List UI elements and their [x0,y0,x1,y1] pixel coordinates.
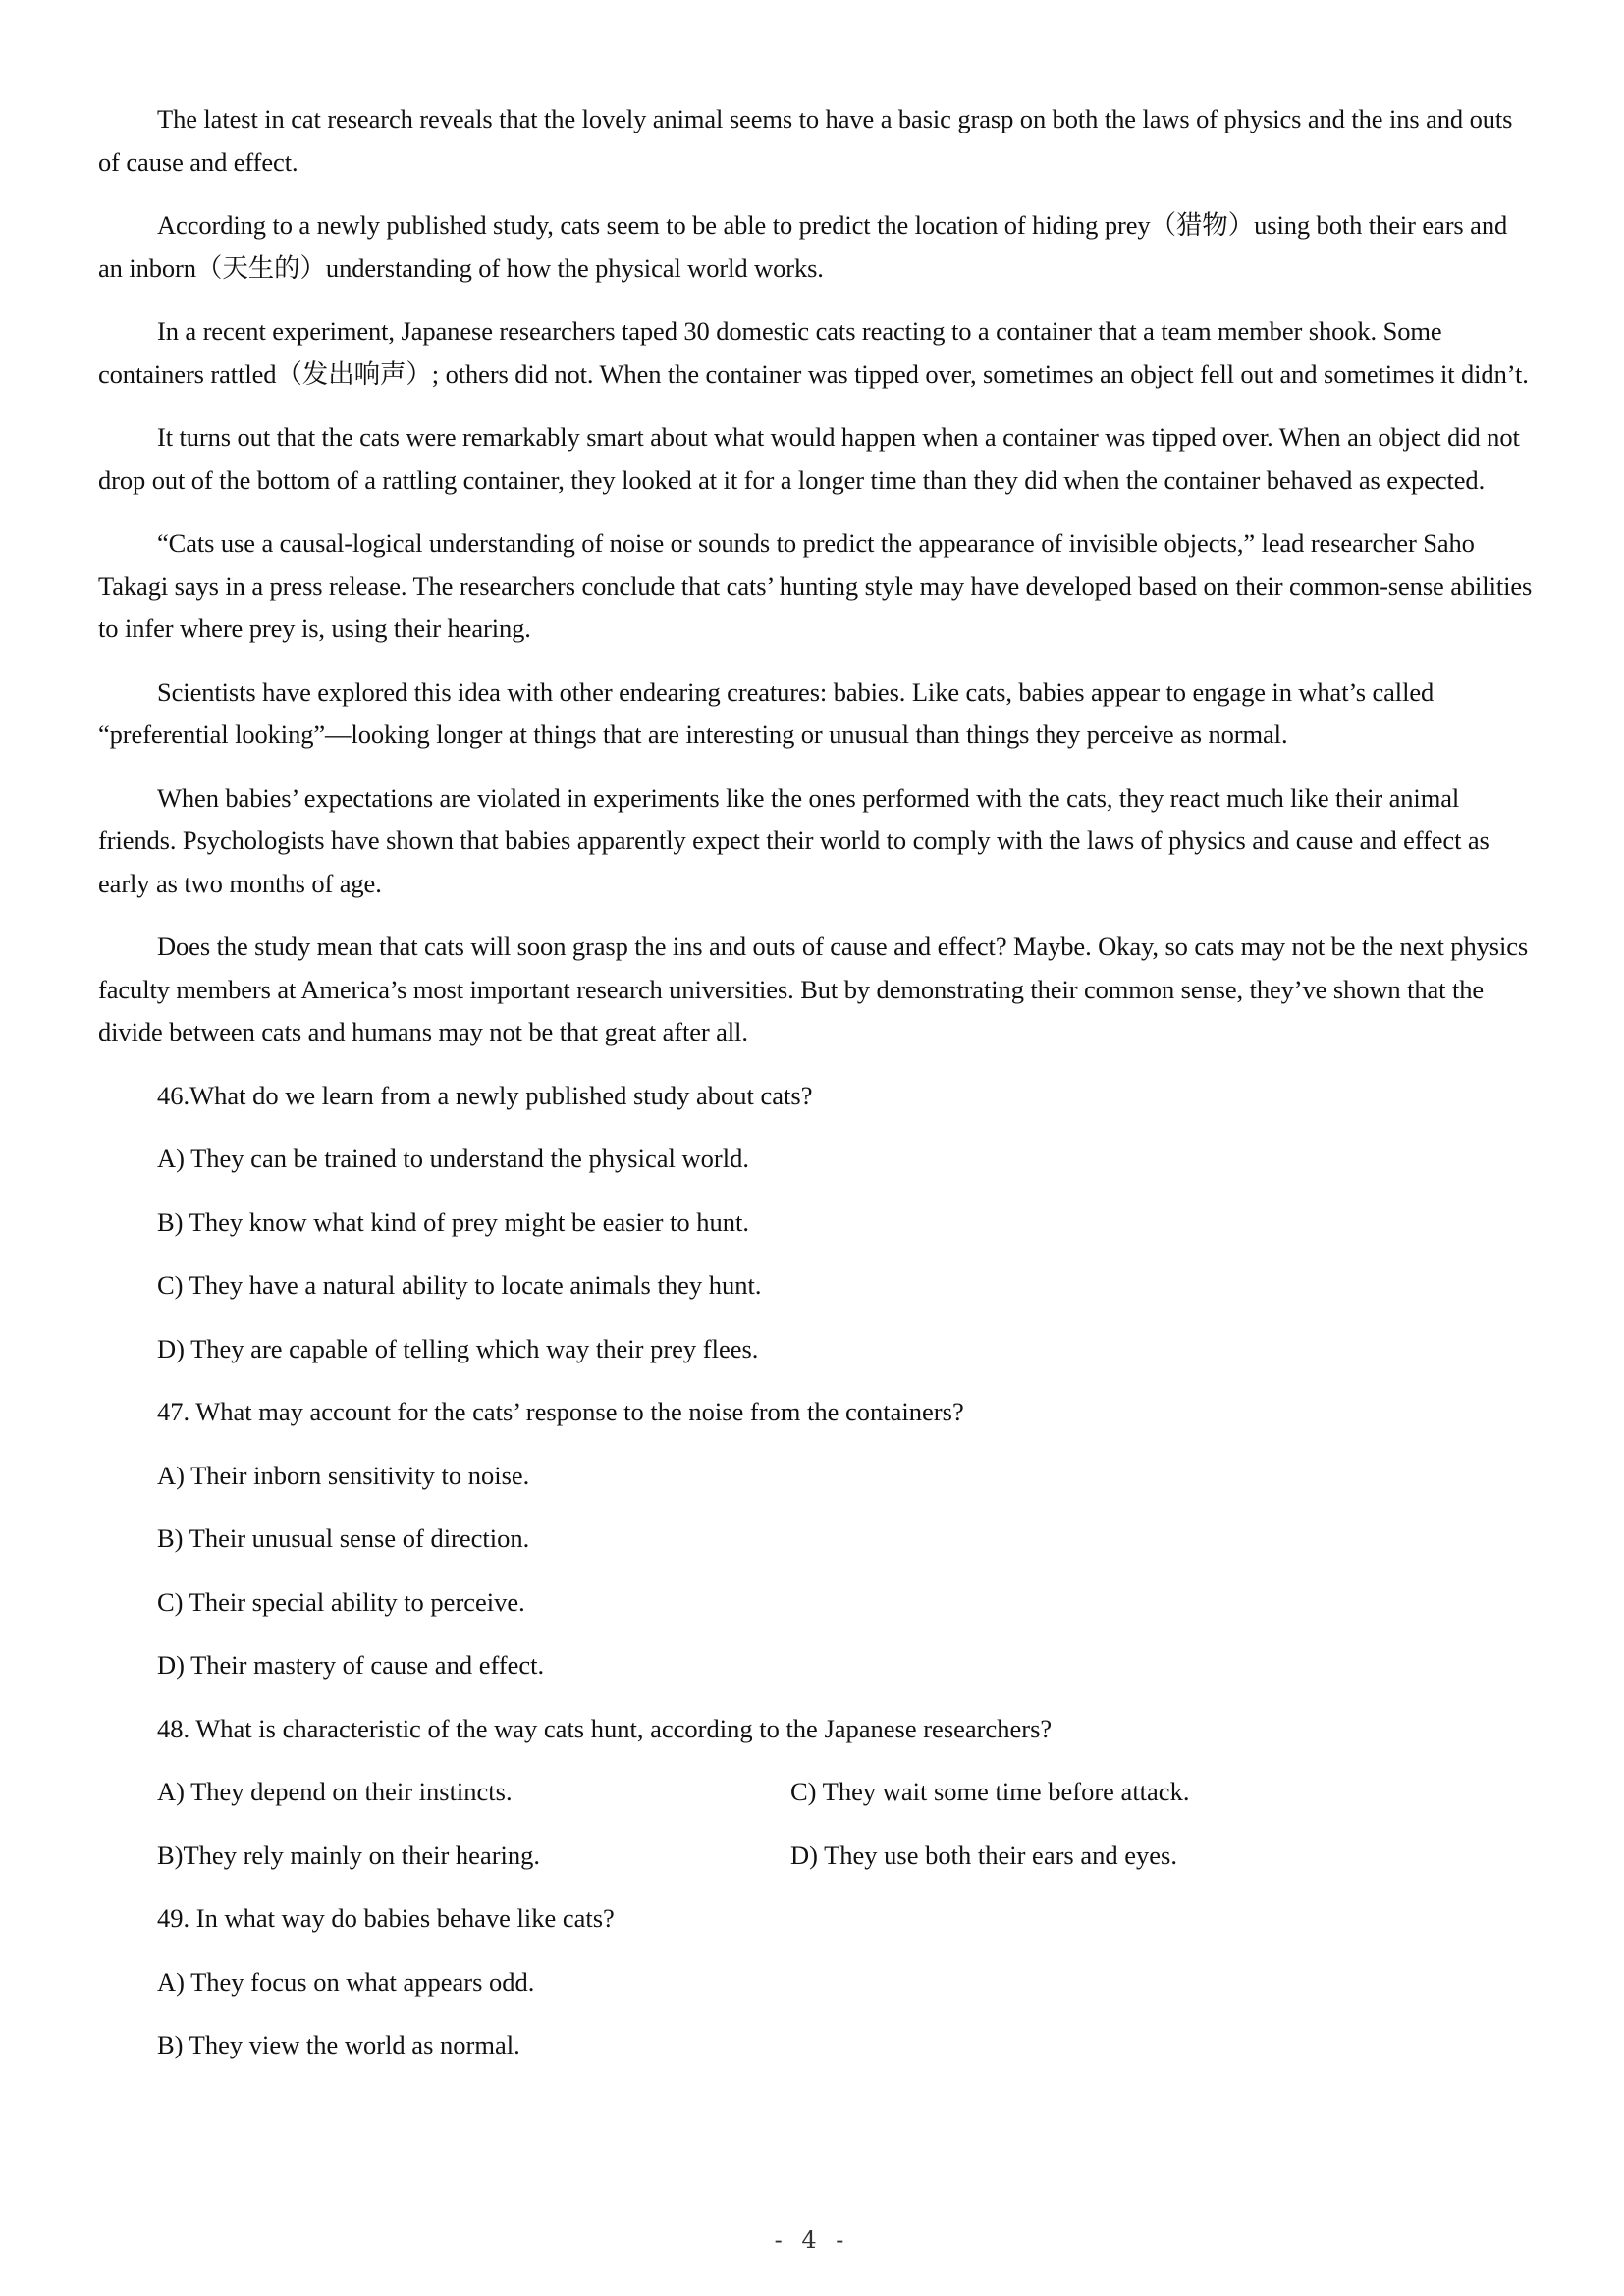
option-a: A) They focus on what appears odd. [157,1966,535,1997]
passage-paragraph-6: Scientists have explored this idea with other endearing creatures: babies. Like cats, babies appear to engage in what’s called “preferential looking”—looking longer at things that are interesting or unusual than things they perceive as normal. [98,676,1435,749]
question-stem: 49. In what way do babies behave like cats? [157,1903,615,1933]
option-c: C) They have a natural ability to locate animals they hunt. [157,1270,762,1300]
passage-paragraph-8: Does the study mean that cats will soon grasp the ins and outs of cause and effect? Maybe. Okay, so cats may not be the next physics faculty members at America’s most important research universities. But by demonstrating their common sense, they’ve shown that the divide between cats and humans may not be that great after all. [98,932,1529,1046]
question-49 [98,1897,1537,2067]
option-d: D) Their mastery of cause and effect. [157,1650,545,1680]
page-number: - 4 - [774,2226,850,2254]
passage-paragraph-3: In a recent experiment, Japanese researchers taped 30 domestic cats reacting to a container that a team member shook. Some containers rattled（发出响声）; others did not. When the container was tipped over, sometimes an object fell out and sometimes it didn’t. [98,316,1529,389]
passage-paragraph-1: The latest in cat research reveals that the lovely animal seems to have a basic grasp on both the laws of physics and the ins and outs of cause and effect. [98,104,1513,177]
passage-paragraph-5: “Cats use a causal-logical understanding of noise or sounds to predict the appearance of invisible objects,” lead researcher Saho Takagi says in a press release. The researchers conclude that cats’ hunting style may have developed based on their common-sense abilities to infer where prey is, using their hearing. [98,528,1533,643]
passage-paragraph-4: It turns out that the cats were remarkably smart about what would happen when a container was tipped over. When an object did not drop out of the bottom of a rattling container, they looked at it for a longer time than they did when the container behaved as expected. [98,422,1520,495]
question-47 [98,1391,1537,1687]
option-c: C) Their special ability to perceive. [157,1586,525,1617]
options-row-1 [157,1771,1537,1814]
question-46 [98,1075,1537,1371]
option-b: B) Their unusual sense of direction. [157,1523,530,1553]
passage-paragraph-7: When babies’ expectations are violated in experiments like the ones performed with the cats, they react much like their animal friends. Psychologists have shown that babies apparently expect their world to comply with the laws of physics and cause and effect as early as two months of age. [98,782,1489,898]
option-c: C) They wait some time before attack. [790,1777,1190,1806]
question-stem: 48. What is characteristic of the way cats hunt, according to the Japanese researchers? [157,1713,1053,1743]
option-d: D) They use both their ears and eyes. [790,1840,1177,1870]
option-b: B) They know what kind of prey might be easier to hunt. [157,1206,750,1237]
option-a: A) Their inborn sensitivity to noise. [157,1460,530,1490]
question-stem: 46.What do we learn from a newly published study about cats? [157,1080,813,1110]
option-b: B) They view the world as normal. [157,2030,520,2059]
document-page [98,98,1537,2088]
question-48 [98,1708,1537,1878]
question-stem: 47. What may account for the cats’ response to the noise from the containers? [157,1397,964,1426]
option-a: A) They depend on their instincts. [157,1777,513,1806]
option-d: D) They are capable of telling which way their prey flees. [157,1333,759,1363]
option-b: B)They rely mainly on their hearing. [157,1840,541,1870]
option-a: A) They can be trained to understand the physical world. [157,1144,749,1173]
options-row-2 [157,1835,1537,1878]
passage-paragraph-2: According to a newly published study, cats seem to be able to predict the location of hiding prey（猎物）using both their ears and an inborn（天生的）understanding of how the physical world works. [98,210,1508,283]
